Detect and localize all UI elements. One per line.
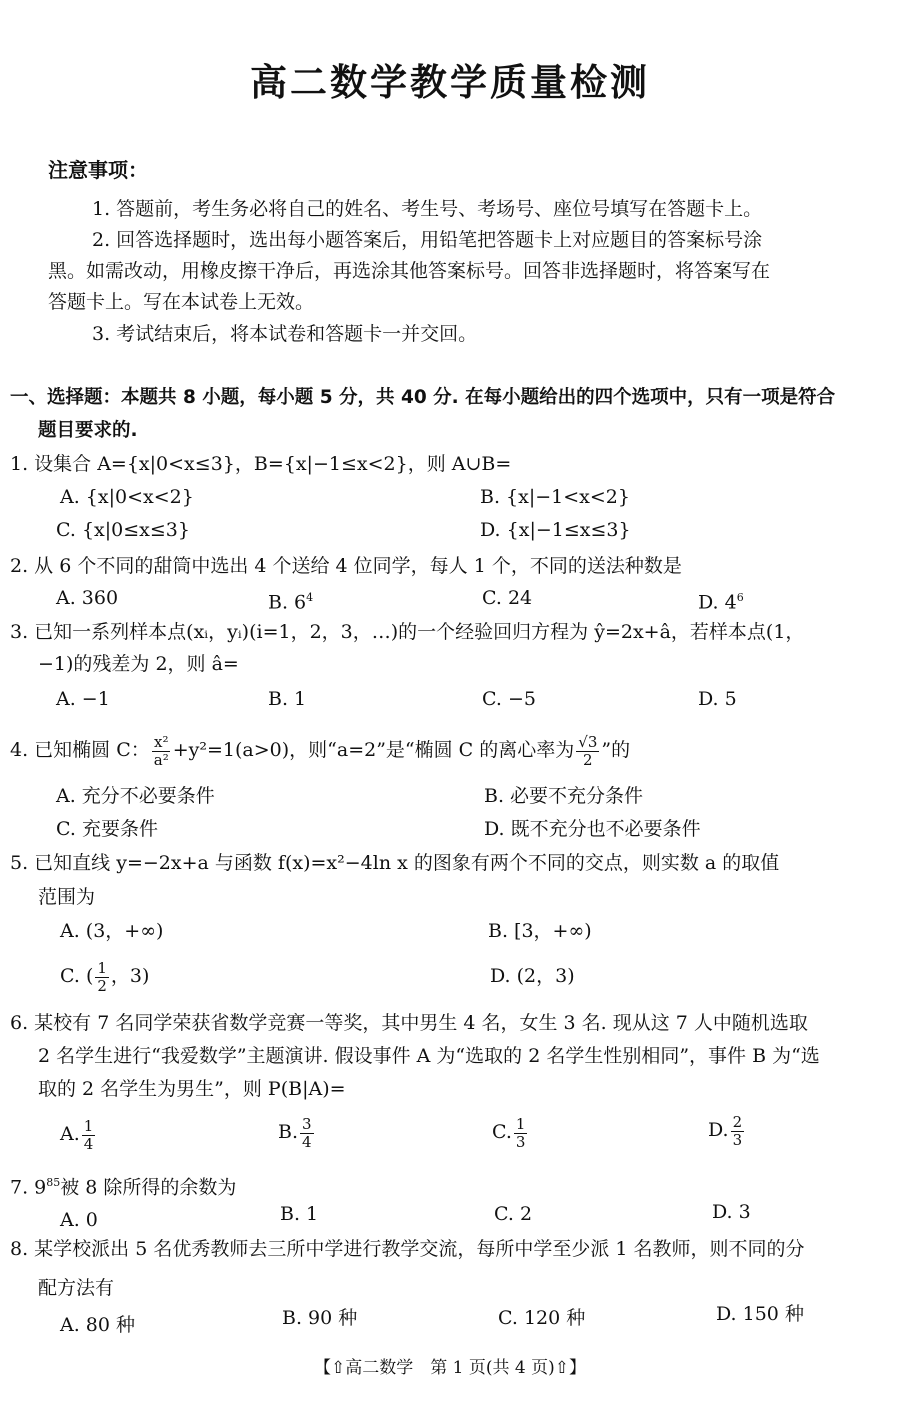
q7-option-c: C. 2 [494, 1203, 533, 1225]
q7-stem: 7. $9^{85}$被 8 除所得的余数为 [10, 1176, 237, 1199]
q1-option-d: D. {x|−1≤x≤3} [480, 519, 631, 541]
q4-option-c: C. 充要条件 [56, 818, 158, 840]
q1-option-c: C. {x|0≤x≤3} [56, 519, 190, 541]
q6-option-c: C. $\frac{1}{3}$ [492, 1114, 526, 1151]
q3-option-a: A. −1 [56, 688, 110, 710]
q6-stem-line-3: 取的 2 名学生为男生”，则 P(B|A)= [38, 1078, 346, 1100]
q8-option-b: B. 90 种 [282, 1307, 358, 1329]
q3-option-d: D. 5 [698, 688, 737, 710]
q2-option-a: A. 360 [56, 587, 119, 609]
q1-option-a: A. {x|0<x<2} [60, 486, 194, 508]
q2-stem: 2. 从 6 个不同的甜筒中选出 4 个送给 4 位同学，每人 1 个，不同的送法种数是 [10, 555, 682, 577]
q5-option-a: A. (3，+∞) [60, 920, 164, 942]
q8-stem-line-2: 配方法有 [38, 1277, 115, 1299]
q4-fraction-sqrt3-2: $\frac{√3}{2}$ [578, 732, 598, 769]
q2-option-d: D. $4^6$ [698, 591, 744, 614]
q5-fraction-half: $\frac{1}{2}$ [97, 958, 107, 995]
q8-option-d: D. 150 种 [716, 1303, 804, 1325]
notes-heading: 注意事项： [48, 158, 148, 182]
q3-option-c: C. −5 [482, 688, 536, 710]
q4-stem: 4. 已知椭圆 C： $\frac{\text{x²}}{\text{a²}}$ +y²=1(a>0)，则“a=2”是“椭圆 C 的离心率为 $\frac{√3}{2}$ ”的 [10, 732, 631, 769]
q3-option-b: B. 1 [268, 688, 307, 710]
note-3: 3. 考试结束后，将本试卷和答题卡一并交回。 [92, 323, 478, 345]
q4-option-a: A. 充分不必要条件 [56, 785, 215, 807]
q8-option-c: C. 120 种 [498, 1307, 586, 1329]
q4-option-b: B. 必要不充分条件 [484, 785, 644, 807]
note-2-line-1: 2. 回答选择题时，选出每小题答案后，用铅笔把答题卡上对应题目的答案标号涂 [92, 229, 763, 251]
q5-option-b: B. [3，+∞) [488, 920, 592, 942]
q5-stem-line-2: 范围为 [38, 886, 96, 908]
q8-option-a: A. 80 种 [60, 1314, 136, 1336]
q7-option-b: B. 1 [280, 1203, 319, 1225]
page-title: 高二数学教学质量检测 [250, 61, 650, 104]
note-2-line-3: 答题卡上。写在本试卷上无效。 [48, 291, 315, 313]
section-heading-line-1: 一、选择题：本题共 8 小题，每小题 5 分，共 40 分. 在每小题给出的四个选项中，只有一项是符合 [10, 387, 836, 408]
q6-option-d: D. $\frac{2}{3}$ [708, 1112, 743, 1149]
q1-option-b: B. {x|−1<x<2} [480, 486, 630, 508]
q3-stem-line-1: 3. 已知一系列样本点(xᵢ，yᵢ)(i=1，2，3，…)的一个经验回归方程为 ŷ=2x+â，若样本点(1， [10, 621, 805, 643]
section-heading-line-2: 题目要求的. [38, 420, 138, 441]
q2-option-b: B. $6^4$ [268, 591, 314, 614]
q4-option-d: D. 既不充分也不必要条件 [484, 818, 701, 840]
q5-stem-line-1: 5. 已知直线 y=−2x+a 与函数 f(x)=x²−4ln x 的图象有两个不同的交点，则实数 a 的取值 [10, 852, 780, 874]
q6-stem-line-1: 6. 某校有 7 名同学荣获省数学竞赛一等奖，其中男生 4 名，女生 3 名. 现从这 7 人中随机选取 [10, 1012, 808, 1034]
note-1: 1. 答题前，考生务必将自己的姓名、考生号、考场号、座位号填写在答题卡上。 [92, 198, 763, 220]
q6-option-b: B. $\frac{3}{4}$ [278, 1114, 312, 1151]
q1-stem: 1. 设集合 A={x|0<x≤3}，B={x|−1≤x<2}，则 A∪B= [10, 453, 512, 475]
q6-option-a: A. $\frac{1}{4}$ [60, 1116, 94, 1153]
q7-option-d: D. 3 [712, 1201, 751, 1223]
q8-stem-line-1: 8. 某学校派出 5 名优秀教师去三所中学进行教学交流，每所中学至少派 1 名教师，则不同的分 [10, 1238, 805, 1260]
q5-option-d: D. (2，3) [490, 965, 575, 987]
q5-option-c: C. ( $\frac{1}{2}$ ，3) [60, 958, 150, 995]
note-2-line-2: 黑。如需改动，用橡皮擦干净后，再选涂其他答案标号。回答非选择题时，将答案写在 [48, 260, 771, 282]
q4-fraction-x2-a2: $\frac{\text{x²}}{\text{a²}}$ [153, 732, 169, 769]
q3-stem-line-2: −1)的残差为 2，则 â= [38, 653, 239, 675]
q6-stem-line-2: 2 名学生进行“我爱数学”主题演讲. 假设事件 A 为“选取的 2 名学生性别相同”，事件 B 为“选 [38, 1045, 820, 1067]
q2-option-c: C. 24 [482, 587, 533, 609]
q7-option-a: A. 0 [60, 1209, 98, 1231]
page-footer: 【⇧高二数学 第 1 页(共 4 页)⇧】 [314, 1358, 586, 1378]
